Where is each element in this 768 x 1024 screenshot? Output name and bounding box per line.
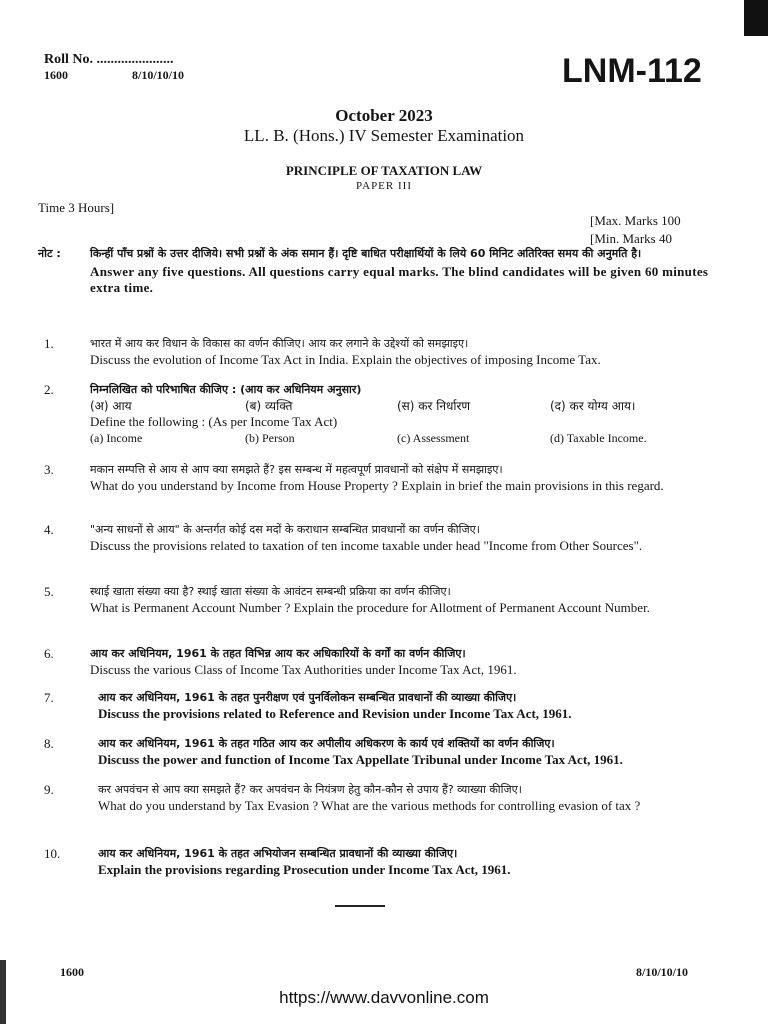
question-number: 9. xyxy=(44,782,54,797)
question-english: Discuss the power and function of Income Tax Appellate Tribunal under Income Tax Act, 1961. xyxy=(98,752,623,767)
question-body xyxy=(98,782,716,814)
time-limit: Time 3 Hours] xyxy=(38,200,115,215)
question-body xyxy=(90,382,708,446)
question-english: Discuss the provisions related to taxation of ten income taxable under head "Income from Other Sources". xyxy=(90,538,643,553)
option: (अ) आय xyxy=(90,399,132,413)
option: (द) कर योग्य आय। xyxy=(550,399,636,413)
question-body xyxy=(98,736,716,768)
question-body xyxy=(98,846,716,878)
option: (स) कर निर्धारण xyxy=(397,399,471,413)
question-english: Discuss the evolution of Income Tax Act in India. Explain the objectives of imposing Income Tax. xyxy=(90,352,601,367)
marks-block xyxy=(590,212,681,248)
question-number: 6. xyxy=(44,646,54,661)
question-hindi: निम्नलिखित को परिभाषित कीजिए : (आय कर अधिनियम अनुसार) xyxy=(90,383,362,396)
paper-number: PAPER III xyxy=(356,180,412,192)
question-body xyxy=(90,522,708,554)
question-hindi: आय कर अधिनियम, 1961 के तहत विभिन्न आय कर अधिकारियों के वर्गों का वर्णन कीजिए। xyxy=(90,647,466,660)
question-body xyxy=(90,646,708,678)
question-body xyxy=(90,336,708,368)
question-hindi: आय कर अधिनियम, 1961 के तहत गठित आय कर अपीलीय अधिकरण के कार्य एवं शक्तियों का वर्णन कीजिए। xyxy=(98,737,555,750)
end-divider xyxy=(335,905,385,907)
question-number: 7. xyxy=(44,690,54,705)
paper-code: LNM-112 xyxy=(562,52,702,90)
note xyxy=(90,246,710,296)
options-english xyxy=(90,430,708,446)
exam-title: LL. B. (Hons.) IV Semester Examination xyxy=(243,126,525,145)
question-english: Discuss the various Class of Income Tax Authorities under Income Tax Act, 1961. xyxy=(90,662,517,677)
min-marks: [Min. Marks 40 xyxy=(590,231,672,246)
note-english: Answer any five questions. All questions carry equal marks. The blind candidates will be given 60 minutes extra time. xyxy=(90,264,709,295)
footer-code-left: 1600 xyxy=(60,965,84,979)
roll-number: Roll No. ...................... xyxy=(44,52,174,67)
note-label: नोट : xyxy=(38,247,61,260)
question-english: What do you understand by Income from House Property ? Explain in brief the main provisions in this regard. xyxy=(90,478,664,493)
question-english: Define the following : (As per Income Tax Act) xyxy=(90,414,338,429)
option: (ब) व्यक्ति xyxy=(245,399,293,413)
question-number: 1. xyxy=(44,336,54,351)
question-number: 3. xyxy=(44,462,54,477)
question-hindi: भारत में आय कर विधान के विकास का वर्णन कीजिए। आय कर लगाने के उद्देश्यों को समझाइए। xyxy=(90,337,469,350)
option: (a) Income xyxy=(90,431,143,445)
question-body xyxy=(98,690,716,722)
question-hindi: स्थाई खाता संख्या क्या है? स्थाई खाता संख्या के आवंटन सम्बन्धी प्रक्रिया का वर्णन कीजिए। xyxy=(90,585,451,598)
question-english: What is Permanent Account Number ? Explain the procedure for Allotment of Permanent Account Number. xyxy=(90,600,650,615)
code-right: 8/10/10/10 xyxy=(132,68,185,82)
question-number: 5. xyxy=(44,584,54,599)
question-number: 2. xyxy=(44,382,54,397)
question-hindi: कर अपवंचन से आप क्या समझते हैं? कर अपवंचन के नियंत्रण हेतु कौन-कौन से उपाय हैं? व्याख्या कीजिए। xyxy=(98,783,522,796)
question-hindi: आय कर अधिनियम, 1961 के तहत पुनरीक्षण एवं पुनर्विलोकन सम्बन्धित प्रावधानों की व्याख्या कीजिए। xyxy=(98,691,517,704)
question-hindi: आय कर अधिनियम, 1961 के तहत अभियोजन सम्बन्धित प्रावधानों की व्याख्या कीजिए। xyxy=(98,847,458,860)
option: (b) Person xyxy=(245,431,295,445)
question-number: 8. xyxy=(44,736,54,751)
question-english: Discuss the provisions related to Reference and Revision under Income Tax Act, 1961. xyxy=(98,706,572,721)
question-hindi: मकान सम्पत्ति से आय से आप क्या समझते हैं? इस सम्बन्ध में महत्वपूर्ण प्रावधानों को संक्षेप में समझाइए। xyxy=(90,463,503,476)
question-body xyxy=(90,584,708,616)
option: (d) Taxable Income. xyxy=(550,431,647,445)
options-hindi xyxy=(90,398,708,414)
question-body xyxy=(90,462,708,494)
footer-code-right: 8/10/10/10 xyxy=(636,965,689,979)
question-number: 10. xyxy=(44,846,61,861)
website-url: https://www.davvonline.com xyxy=(279,988,489,1007)
exam-month: October 2023 xyxy=(335,106,433,125)
option: (c) Assessment xyxy=(397,431,470,445)
scan-edge-mark xyxy=(744,0,768,36)
code-left: 1600 xyxy=(44,68,68,82)
question-hindi: "अन्य साधनों से आय" के अन्तर्गत कोई दस मदों के कराधान सम्बन्धित प्रावधानों का वर्णन कीजिए। xyxy=(90,523,480,536)
subject-title: PRINCIPLE OF TAXATION LAW xyxy=(285,163,483,178)
question-english: Explain the provisions regarding Prosecution under Income Tax Act, 1961. xyxy=(98,862,511,877)
question-number: 4. xyxy=(44,522,54,537)
question-english: What do you understand by Tax Evasion ? What are the various methods for controlling evasion of tax ? xyxy=(98,798,641,813)
max-marks: [Max. Marks 100 xyxy=(590,213,681,228)
note-hindi: किन्हीं पाँच प्रश्नों के उत्तर दीजिये। सभी प्रश्नों के अंक समान हैं। दृष्टि बाधित परीक्षार्थियों के लिये 60 मिनिट अतिरिक्त समय की अनुमति है। xyxy=(90,247,642,260)
